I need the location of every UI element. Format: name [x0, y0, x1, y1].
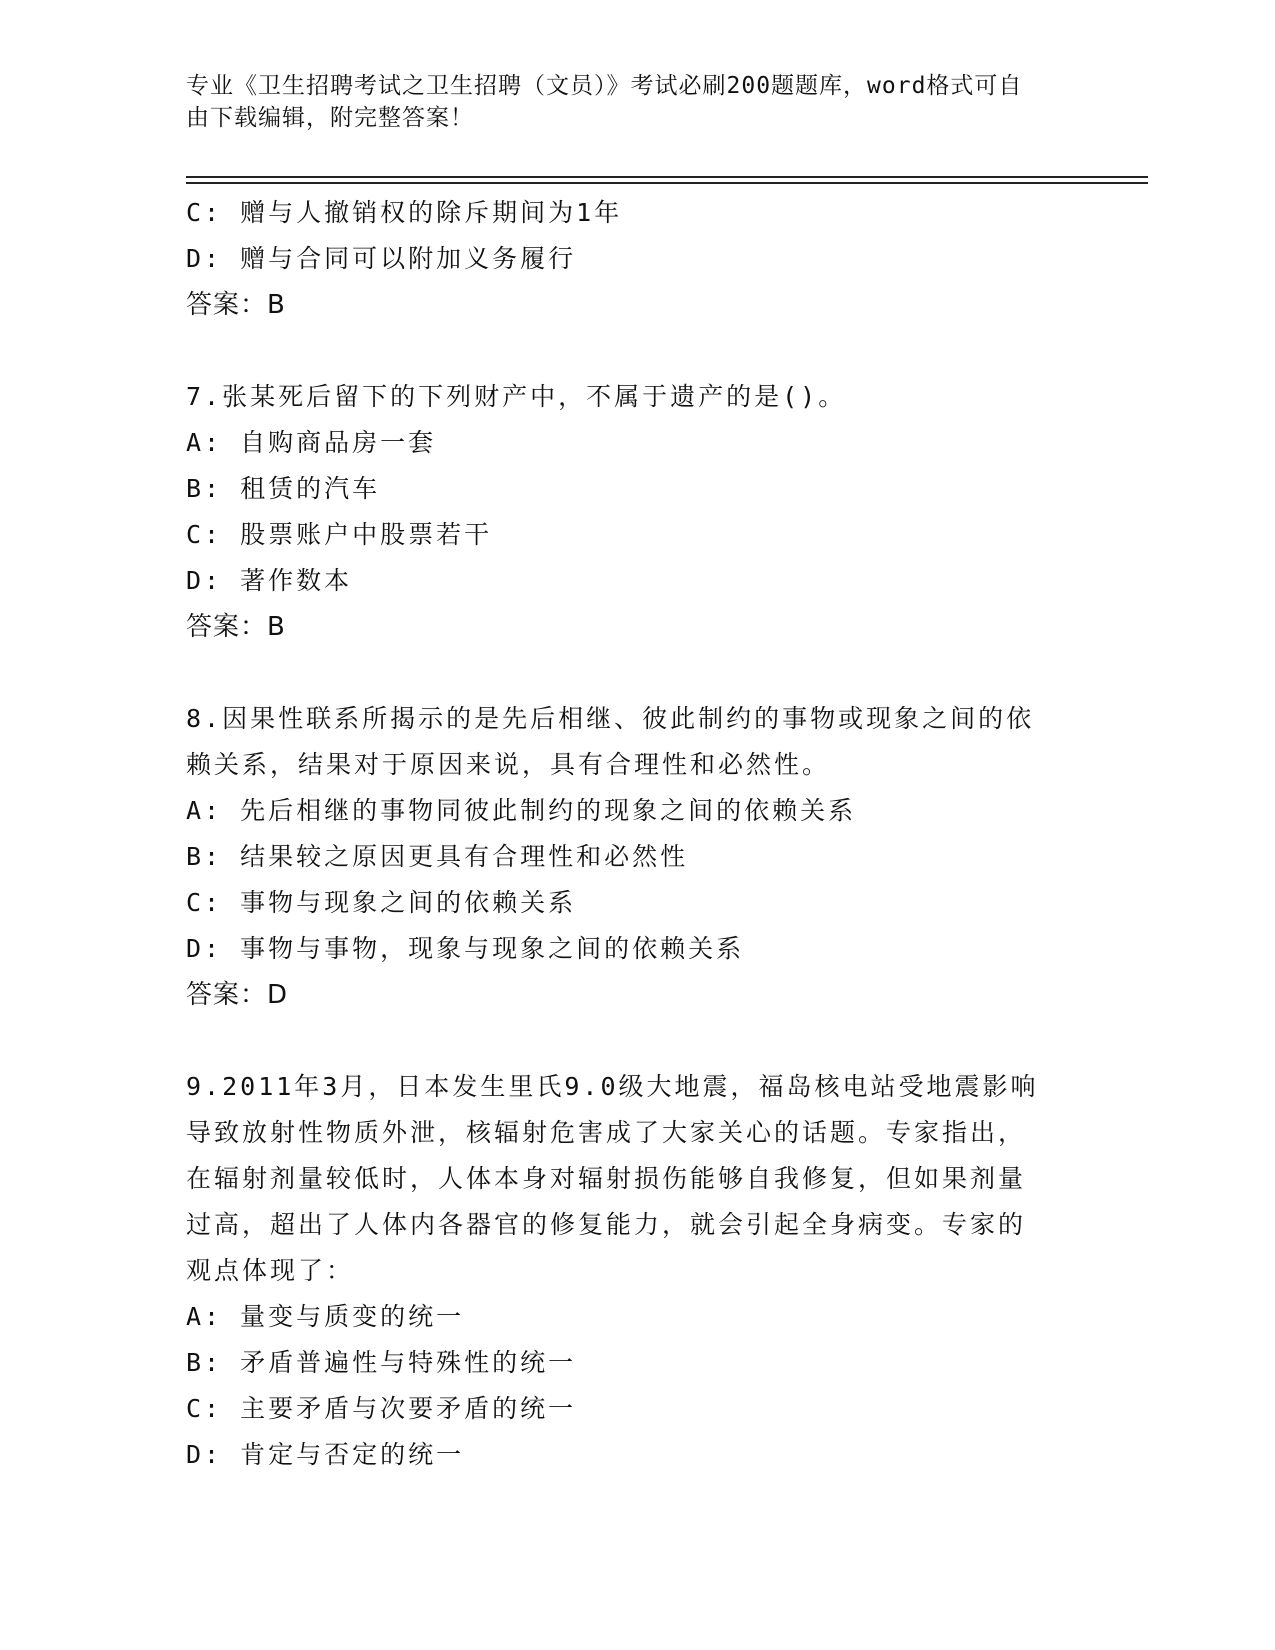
q9-stem-line-3: 在辐射剂量较低时，人体本身对辐射损伤能够自我修复，但如果剂量	[186, 1164, 1027, 1193]
document-header	[186, 70, 1076, 134]
q8-answer: 答案：D	[186, 980, 289, 1010]
q9-stem-line-4: 过高，超出了人体内各器官的修复能力，就会引起全身病变。专家的	[186, 1210, 1027, 1239]
q6-option-d: D: 赠与合同可以附加义务履行	[186, 244, 577, 273]
q8-option-c: C: 事物与现象之间的依赖关系	[186, 888, 577, 917]
q8-option-a: A: 先后相继的事物同彼此制约的现象之间的依赖关系	[186, 796, 857, 825]
q9-option-c: C: 主要矛盾与次要矛盾的统一	[186, 1394, 577, 1423]
header-divider-top	[186, 176, 1148, 178]
document-body	[186, 190, 1086, 1478]
q9-option-d: D: 肯定与否定的统一	[186, 1440, 465, 1469]
spacer	[186, 328, 1086, 374]
question-7	[186, 374, 1086, 650]
header-line-2: 由下载编辑，附完整答案！	[186, 105, 474, 131]
q9-option-a: A: 量变与质变的统一	[186, 1302, 465, 1331]
q9-option-b: B: 矛盾普遍性与特殊性的统一	[186, 1348, 577, 1377]
q9-stem-line-2: 导致放射性物质外泄，核辐射危害成了大家关心的话题。专家指出，	[186, 1118, 1027, 1147]
q8-option-d: D: 事物与事物，现象与现象之间的依赖关系	[186, 934, 745, 963]
q8-stem-line-2: 赖关系，结果对于原因来说，具有合理性和必然性。	[186, 750, 831, 779]
spacer	[186, 650, 1086, 696]
spacer	[186, 1018, 1086, 1064]
question-6-tail	[186, 190, 1086, 328]
q7-option-b: B: 租赁的汽车	[186, 474, 381, 503]
q7-option-d: D: 著作数本	[186, 566, 353, 595]
q7-option-c: C: 股票账户中股票若干	[186, 520, 493, 549]
q6-answer: 答案：B	[186, 290, 286, 320]
question-9	[186, 1064, 1086, 1478]
q6-option-c: C: 赠与人撤销权的除斥期间为1年	[186, 198, 623, 227]
q7-option-a: A: 自购商品房一套	[186, 428, 437, 457]
q8-stem-line-1: 8.因果性联系所揭示的是先后相继、彼此制约的事物或现象之间的依	[186, 704, 1035, 733]
header-divider-bottom	[186, 182, 1148, 184]
q9-stem-line-5: 观点体现了：	[186, 1256, 355, 1285]
q7-answer: 答案：B	[186, 612, 286, 642]
header-line-1: 专业《卫生招聘考试之卫生招聘（文员）》考试必刷200题题库，word格式可自	[186, 73, 1023, 99]
q8-option-b: B: 结果较之原因更具有合理性和必然性	[186, 842, 689, 871]
q9-stem-line-1: 9.2011年3月，日本发生里氏9.0级大地震，福岛核电站受地震影响	[186, 1072, 1039, 1101]
q7-stem: 7.张某死后留下的下列财产中，不属于遗产的是()。	[186, 382, 847, 411]
question-8	[186, 696, 1086, 1018]
